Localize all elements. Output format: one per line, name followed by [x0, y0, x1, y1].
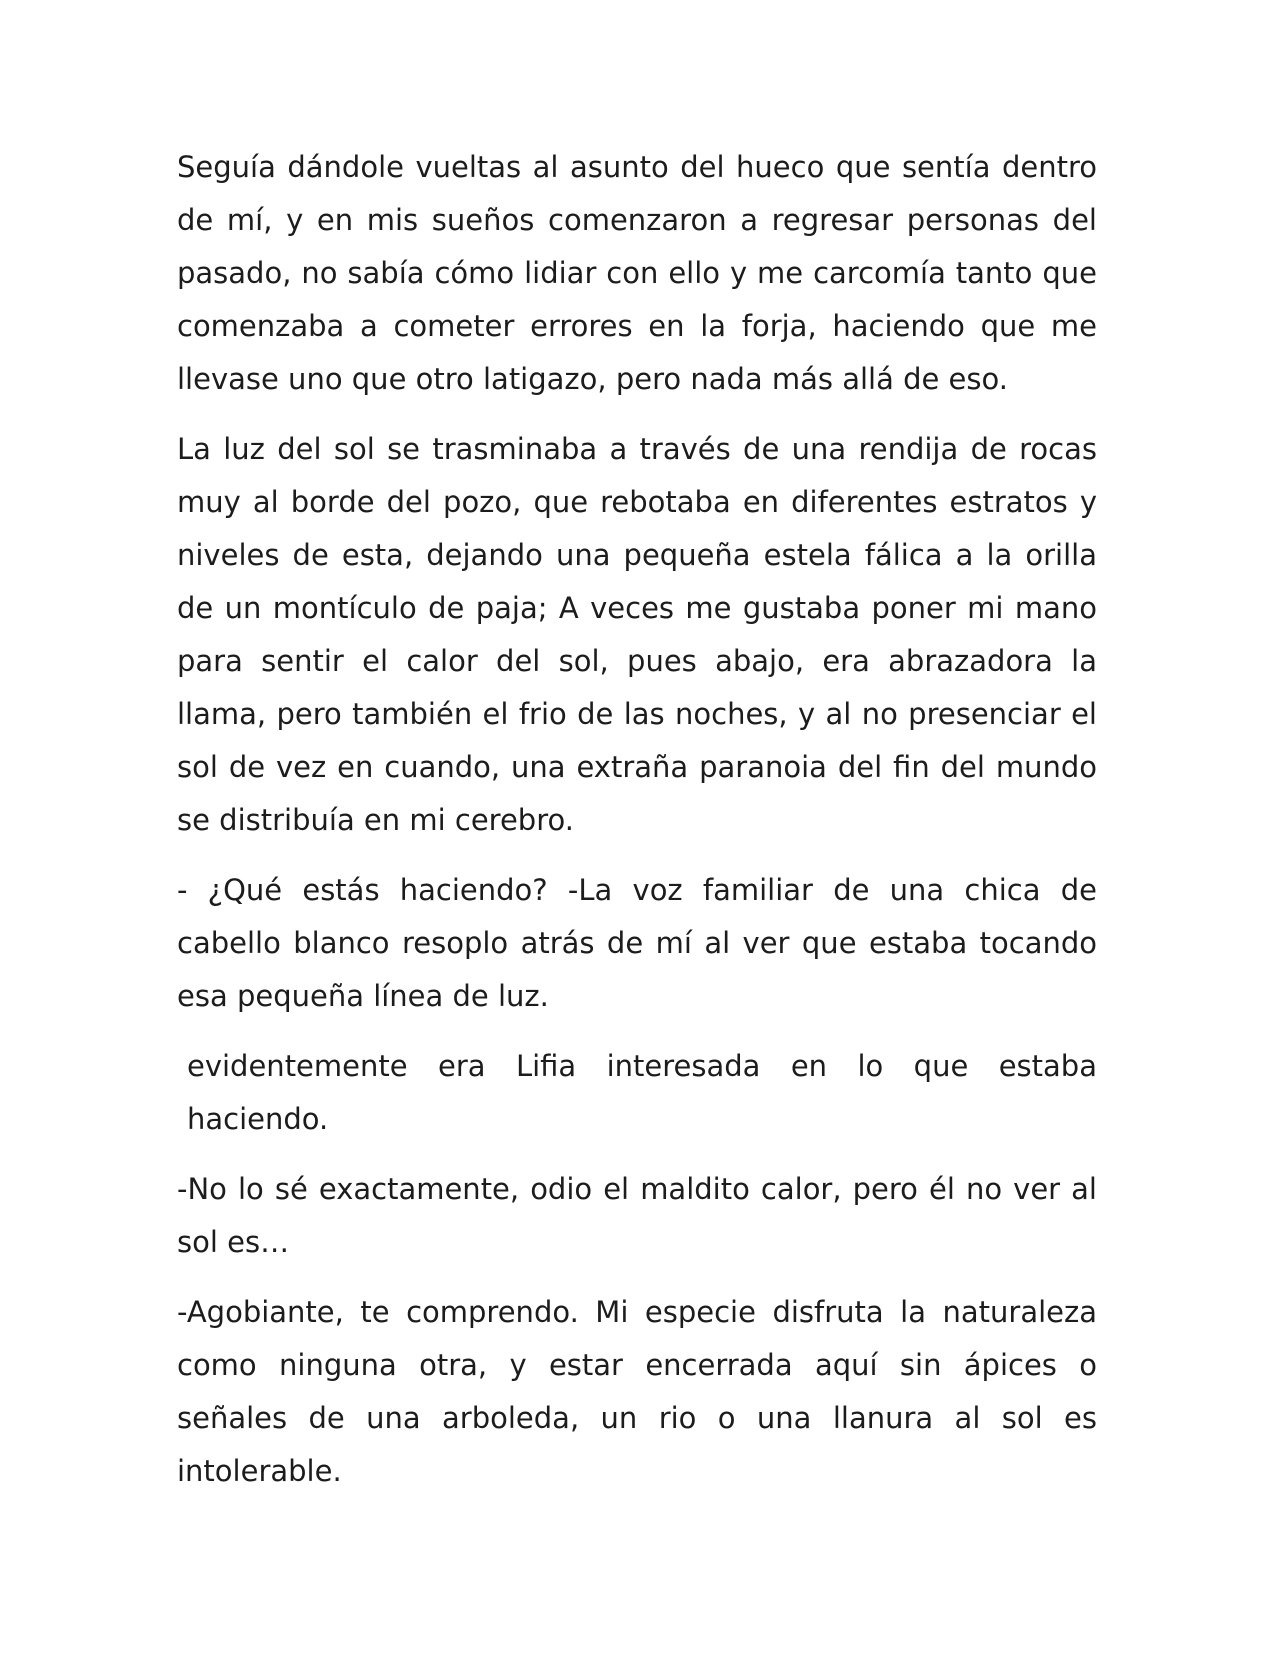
paragraph-1: Seguía dándole vueltas al asunto del hueco que sentía dentro de mí, y en mis sueños comenzaron a regresar personas del pasado, no sabía cómo lidiar con ello y me carcomía tanto que comenzaba a cometer errores en la forja, haciendo que me llevase uno que otro latigazo, pero nada más allá de eso.: [177, 150, 1097, 396]
body-text: [177, 141, 1097, 1515]
paragraph-6: -Agobiante, te comprendo. Mi especie disfruta la naturaleza como ninguna otra, y estar encerrada aquí sin ápices o señales de una arboleda, un rio o una llanura al sol es intolerable.: [177, 1295, 1097, 1488]
paragraph-2: La luz del sol se trasminaba a través de una rendija de rocas muy al borde del pozo, que rebotaba en diferentes estratos y niveles de esta, dejando una pequeña estela fálica a la orilla de un montículo de paja; A veces me gustaba poner mi mano para sentir el calor del sol, pues abajo, era abrazadora la llama, pero también el frio de las noches, y al no presenciar el sol de vez en cuando, una extraña paranoia del fin del mundo se distribuía en mi cerebro.: [177, 432, 1097, 837]
paragraph-3: - ¿Qué estás haciendo? -La voz familiar de una chica de cabello blanco resoplo atrás de mí al ver que estaba tocando esa pequeña línea de luz.: [177, 873, 1097, 1013]
paragraph-5: -No lo sé exactamente, odio el maldito calor, pero él no ver al sol es…: [177, 1172, 1097, 1259]
paragraph-4: evidentemente era Lifia interesada en lo que estaba haciendo.: [187, 1049, 1097, 1136]
